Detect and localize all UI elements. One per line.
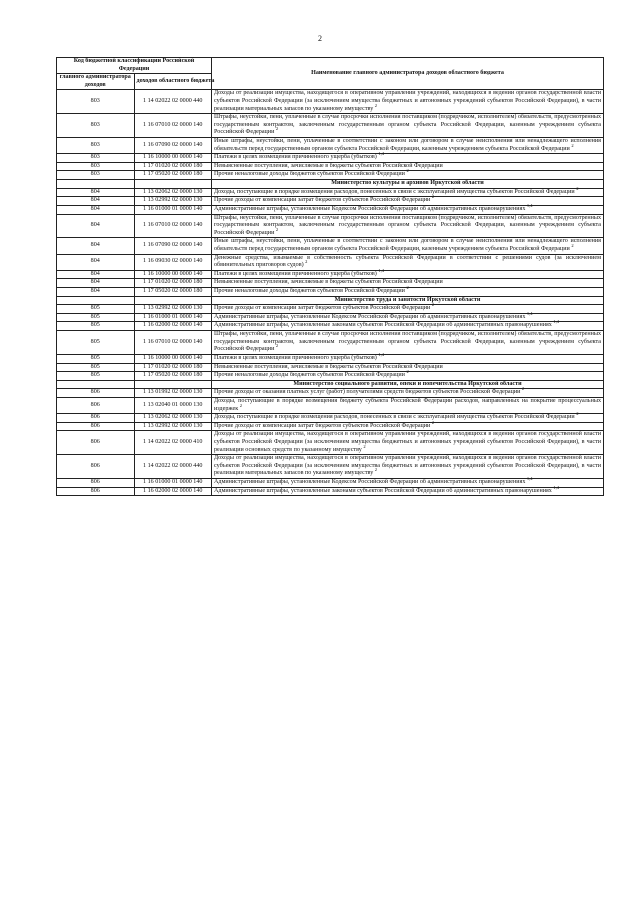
income-code-cell: [134, 296, 212, 305]
table-row: [57, 288, 604, 297]
admin-code-cell: [57, 180, 135, 189]
footnote-marker: 2: [571, 242, 574, 248]
income-code-cell: 1 16 07090 02 0000 140: [134, 138, 212, 154]
footnote-marker: 2: [571, 142, 574, 148]
admin-code-cell: [57, 296, 135, 305]
income-code-header: доходов областного бюджета: [134, 74, 212, 90]
income-name-text: Прочие доходы от оказания платных услуг (работ) получателями средств бюджетов субъектов Российской Федерации: [214, 389, 521, 396]
footnote-marker: 1,4: [526, 202, 533, 208]
footnote-marker: 2: [406, 168, 409, 174]
income-name-text: Прочие доходы от компенсации затрат бюджетов субъектов Российской Федерации: [214, 422, 431, 429]
table-row: [57, 171, 604, 180]
income-name-text: Доходы от реализации имущества, находящегося в оперативном управлении учреждений, находящихся в ведении органов государственной власти субъектов Российской Федерации (за исключением имущества бюджетных и автономных учреждений субъектов Российской Федерации), в части реализации материальных запасов по указанному имуществу: [214, 90, 601, 112]
income-name-text: Иные штрафы, неустойки, пени, уплаченные в соответствии с законом или договором в случае неисполнения или ненадлежащего исполнения обязательств перед государственным органом субъекта Российской Федерации, казенным учреждением субъекта Российской Федерации: [214, 138, 601, 152]
admin-code-cell: 803: [57, 171, 135, 180]
income-name-text: Доходы, поступающие в порядке возмещения расходов, понесенных в связи с эксплуатацией имущества субъектов Российской Федерации: [214, 188, 575, 195]
income-name-cell: [212, 310, 604, 325]
footnote-marker: 2: [406, 285, 409, 290]
footnote-marker: 2: [275, 343, 279, 349]
admin-code-cell: 805: [57, 305, 135, 314]
income-name-text: Прочие доходы от компенсации затрат бюджетов субъектов Российской Федерации: [214, 305, 431, 312]
income-name-cell: [212, 194, 604, 206]
income-name-cell: [212, 238, 604, 254]
admin-code-cell: 803: [57, 90, 135, 114]
income-name-text: Доходы от реализации имущества, находящегося в оперативном управлении учреждений, находящихся в ведении органов государственной власти субъектов Российской Федерации (за исключением имущества бюджетных и автономных учреждений субъектов Российской Федерации), в части реализации основных средств по указанному имуществу: [214, 431, 601, 453]
admin-code-cell: 804: [57, 205, 135, 214]
footnote-marker: 1,4: [378, 151, 384, 157]
income-name-cell: [212, 351, 604, 363]
income-name-cell: [212, 138, 604, 157]
admin-code-cell: 805: [57, 372, 135, 381]
admin-code-cell: 804: [57, 254, 135, 270]
admin-code-header: главного администратора доходов: [57, 74, 135, 90]
income-code-cell: 1 17 01020 02 0000 180: [134, 363, 212, 372]
income-name-cell: [212, 202, 604, 214]
footnote-marker: 2: [363, 443, 366, 449]
income-code-cell: 1 16 01000 01 0000 140: [134, 313, 212, 322]
footnote-marker: 2: [406, 369, 409, 375]
admin-code-cell: 805: [57, 354, 135, 363]
footnote-marker: 1,4: [526, 310, 533, 316]
income-name-cell: [212, 431, 604, 455]
table-row: [57, 331, 604, 355]
income-name-cell: [212, 386, 604, 398]
income-name-text: Штрафы, неустойки, пени, уплаченные в случае просрочки исполнения поставщиком (подрядчиком, исполнителем) обязательств, предусмотренных государственным контрактом, заключенным государственным органом субъекта Российской Федерации, казенным учреждением субъекта Российской Федерации: [214, 114, 601, 136]
income-name-cell: [212, 180, 604, 189]
income-code-cell: 1 13 02062 02 0000 130: [134, 414, 212, 423]
table-row: [57, 197, 604, 206]
section-header-row: [57, 296, 604, 305]
footnote-marker: 2: [374, 467, 378, 473]
table-row: [57, 162, 604, 171]
income-code-cell: 1 13 02040 01 0000 130: [134, 397, 212, 413]
income-code-cell: 1 17 01020 02 0000 180: [134, 279, 212, 288]
income-name-text: Платежи в целях возмещения причиненного ущерба (убытков): [214, 270, 377, 277]
table-row: [57, 305, 604, 314]
admin-code-cell: 806: [57, 389, 135, 398]
table-body: [57, 90, 604, 496]
income-name-cell: [212, 151, 604, 163]
income-name-text: Прочие неналоговые доходы бюджетов субъектов Российской Федерации: [214, 372, 405, 379]
income-name-cell: [212, 380, 604, 392]
table-row: [57, 313, 604, 322]
admin-code-cell: 805: [57, 363, 135, 372]
footnote-marker: 1,4: [553, 484, 559, 490]
income-name-cell: [212, 455, 604, 482]
table-row: [57, 154, 604, 163]
table-row: [57, 138, 604, 154]
admin-code-cell: 803: [57, 138, 135, 154]
income-code-cell: 1 14 02022 02 0000 440: [134, 455, 212, 479]
admin-code-cell: 805: [57, 331, 135, 355]
admin-name-header: Наименование главного администратора доходов областного бюджета: [212, 58, 604, 90]
income-name-text: Штрафы, неустойки, пени, уплаченные в случае просрочки исполнения поставщиком (подрядчиком, исполнителем) обязательств, предусмотренных государственным контрактом, заключенным государственным органом субъекта Российской Федерации, казенным учреждением субъекта Российской Федерации: [214, 331, 601, 353]
table-row: [57, 254, 604, 270]
income-name-cell: [212, 285, 604, 297]
income-code-cell: [134, 180, 212, 189]
admin-code-cell: 806: [57, 397, 135, 413]
income-name-cell: [212, 331, 604, 355]
income-code-cell: 1 14 02022 02 0000 410: [134, 431, 212, 455]
income-name-cell: [212, 484, 604, 496]
table-row: [57, 422, 604, 431]
admin-code-cell: 806: [57, 414, 135, 423]
income-name-cell: [212, 168, 604, 180]
footnote-marker: 2: [576, 185, 579, 191]
table-row: [57, 455, 604, 479]
income-name-text: Министерство социального развития, опеки и попечительства Иркутской области: [293, 380, 522, 387]
page-number: 2: [318, 34, 322, 43]
income-code-cell: 1 13 02992 02 0000 130: [134, 305, 212, 314]
footnote-marker: 2: [374, 102, 378, 108]
table-row: [57, 188, 604, 197]
income-name-cell: [212, 369, 604, 381]
admin-code-cell: 805: [57, 313, 135, 322]
income-code-cell: 1 16 07010 02 0000 140: [134, 331, 212, 355]
income-name-cell: [212, 267, 604, 279]
income-code-cell: 1 14 02022 02 0000 440: [134, 90, 212, 114]
income-name-text: Доходы от реализации имущества, находящегося в оперативном управлении учреждений, находящихся в ведении органов государственной власти субъектов Российской Федерации (за исключением имущества бюджетных и автономных учреждений субъектов Российской Федерации), в части реализации материальных запасов по указанному имуществу: [214, 455, 601, 477]
income-name-text: Прочие неналоговые доходы бюджетов субъектов Российской Федерации: [214, 288, 405, 295]
admin-code-cell: 806: [57, 431, 135, 455]
admin-code-cell: 806: [57, 455, 135, 479]
income-code-cell: 1 16 07010 02 0000 140: [134, 214, 212, 238]
footnote-marker: 2: [239, 402, 242, 408]
revenue-table: [56, 57, 604, 496]
classification-code-header: Код бюджетной классификации Российской Федерации: [57, 58, 212, 74]
admin-code-cell: 803: [57, 114, 135, 138]
table-row: [57, 238, 604, 254]
footnote-marker: 1,4: [526, 476, 533, 482]
admin-code-cell: 804: [57, 270, 135, 279]
admin-code-cell: [57, 380, 135, 389]
income-name-text: Административные штрафы, установленные законами субъектов Российской Федерации об административных правонарушениях: [214, 487, 552, 494]
income-code-cell: 1 13 01992 02 0000 130: [134, 389, 212, 398]
income-code-cell: 1 16 07090 02 0000 140: [134, 238, 212, 254]
income-name-cell: [212, 214, 604, 238]
income-code-cell: 1 16 10000 00 0000 140: [134, 270, 212, 279]
table-row: [57, 322, 604, 331]
footnote-marker: 1,4: [378, 351, 384, 357]
income-name-cell: [212, 476, 604, 488]
income-code-cell: 1 16 10000 00 0000 140: [134, 154, 212, 163]
footnote-marker: 2: [431, 419, 435, 425]
table-row: [57, 372, 604, 381]
table-row: [57, 414, 604, 423]
admin-code-cell: 803: [57, 162, 135, 171]
table-row: [57, 487, 604, 496]
income-code-cell: 1 16 02000 02 0000 140: [134, 322, 212, 331]
section-header-row: [57, 180, 604, 189]
income-name-text: Доходы, поступающие в порядке возмещения бюджету субъекта Российской Федерации расходов, направленных на покрытие процессуальных издержек: [214, 397, 601, 412]
table-row: [57, 431, 604, 455]
income-name-text: Штрафы, неустойки, пени, уплаченные в случае просрочки исполнения поставщиком (подрядчиком, исполнителем) обязательств, предусмотренных государственным контрактом, заключенным государственным органом субъекта Российской Федерации, казенным учреждением субъекта Российской Федерации: [214, 214, 601, 236]
admin-code-cell: 804: [57, 214, 135, 238]
income-code-cell: 1 17 01020 02 0000 180: [134, 162, 212, 171]
table-row: [57, 397, 604, 413]
footnote-marker: 2: [431, 194, 435, 200]
admin-code-cell: 803: [57, 154, 135, 163]
income-code-cell: 1 13 02992 02 0000 130: [134, 422, 212, 431]
footnote-marker: 2: [431, 302, 435, 308]
admin-code-cell: 806: [57, 487, 135, 496]
income-name-text: Административные штрафы, установленные законами субъектов Российской Федерации об административных правонарушениях: [214, 322, 552, 329]
income-name-text: Административные штрафы, установленные Кодексом Российской Федерации об административных правонарушениях: [214, 479, 526, 486]
income-name-cell: [212, 319, 604, 331]
income-code-cell: 1 16 10000 00 0000 140: [134, 354, 212, 363]
income-code-cell: 1 17 05020 02 0000 180: [134, 171, 212, 180]
income-name-text: Министерство культуры и архивов Иркутской области: [331, 180, 484, 187]
table-row: [57, 363, 604, 372]
admin-code-cell: 804: [57, 188, 135, 197]
income-name-cell: [212, 419, 604, 431]
table-row: [57, 389, 604, 398]
table-row: [57, 270, 604, 279]
table-row: [57, 279, 604, 288]
footnote-marker: 2: [305, 259, 308, 265]
income-name-cell: [212, 90, 604, 114]
income-code-cell: 1 17 05020 02 0000 180: [134, 372, 212, 381]
income-name-text: Административные штрафы, установленные Кодексом Российской Федерации об административных правонарушениях: [214, 313, 526, 320]
income-code-cell: 1 16 01000 01 0000 140: [134, 479, 212, 488]
income-name-cell: [212, 254, 604, 270]
income-code-cell: 1 17 05020 02 0000 180: [134, 288, 212, 297]
income-name-text: Платежи в целях возмещения причиненного ущерба (убытков): [214, 354, 377, 361]
income-name-cell: [212, 411, 604, 423]
income-name-cell: [212, 185, 604, 200]
income-name-cell: [212, 302, 604, 314]
footnote-marker: 2: [521, 386, 525, 392]
footnote-marker: 2: [275, 126, 279, 132]
table-row: [57, 114, 604, 138]
income-name-cell: [212, 114, 604, 138]
income-name-text: Денежные средства, изымаемые в собственность субъекта Российской Федерации в соответствии с решениями судов (за исключением обвинительных приговоров судов): [214, 254, 601, 269]
footnote-marker: 2: [275, 226, 279, 232]
admin-code-cell: 804: [57, 197, 135, 206]
income-name-cell: [212, 296, 604, 308]
income-name-text: Прочие неналоговые доходы бюджетов субъектов Российской Федерации: [214, 171, 405, 178]
table-row: [57, 90, 604, 114]
table-row: [57, 214, 604, 238]
income-code-cell: 1 16 07010 02 0000 140: [134, 114, 212, 138]
income-code-cell: 1 16 09030 02 0000 140: [134, 254, 212, 270]
table-row: [57, 205, 604, 214]
table-row: [57, 354, 604, 363]
footnote-marker: 1,4: [378, 267, 384, 273]
income-name-text: Невыясненные поступления, зачисляемые в бюджеты субъектов Российской Федерации: [214, 279, 443, 286]
income-name-text: Прочие доходы от компенсации затрат бюджетов субъектов Российской Федерации: [214, 197, 431, 204]
footnote-marker: 2: [576, 411, 579, 417]
income-name-text: Невыясненные поступления, зачисляемые в бюджеты субъектов Российской Федерации: [214, 363, 443, 370]
income-name-text: Административные штрафы, установленные Кодексом Российской Федерации об административных правонарушениях: [214, 205, 526, 212]
income-code-cell: 1 13 02062 02 0000 130: [134, 188, 212, 197]
table-row: [57, 479, 604, 488]
income-code-cell: 1 16 01000 01 0000 140: [134, 205, 212, 214]
income-name-text: Доходы, поступающие в порядке возмещения расходов, понесенных в связи с эксплуатацией имущества субъектов Российской Федерации: [214, 414, 575, 421]
admin-code-cell: 804: [57, 238, 135, 254]
income-code-cell: [134, 380, 212, 389]
income-name-cell: [212, 397, 604, 413]
admin-code-cell: 806: [57, 422, 135, 431]
income-name-text: Министерство труда и занятости Иркутской области: [334, 296, 481, 303]
admin-code-cell: 804: [57, 288, 135, 297]
admin-code-cell: 806: [57, 479, 135, 488]
footnote-marker: 1,4: [553, 319, 559, 325]
table-header-row: [57, 58, 604, 74]
income-code-cell: 1 16 02000 02 0000 140: [134, 487, 212, 496]
income-name-text: Платежи в целях возмещения причиненного ущерба (убытков): [214, 154, 377, 161]
income-name-text: Невыясненные поступления, зачисляемые в бюджеты субъектов Российской Федерации: [214, 162, 443, 169]
admin-code-cell: 804: [57, 279, 135, 288]
admin-code-cell: 805: [57, 322, 135, 331]
income-name-text: Иные штрафы, неустойки, пени, уплаченные в соответствии с законом или договором в случае неисполнения или ненадлежащего исполнения обязательств перед государственным органом субъекта Российской Федерации, казенным учреждением субъекта Российской Федерации: [214, 238, 601, 252]
income-code-cell: 1 13 02992 02 0000 130: [134, 197, 212, 206]
